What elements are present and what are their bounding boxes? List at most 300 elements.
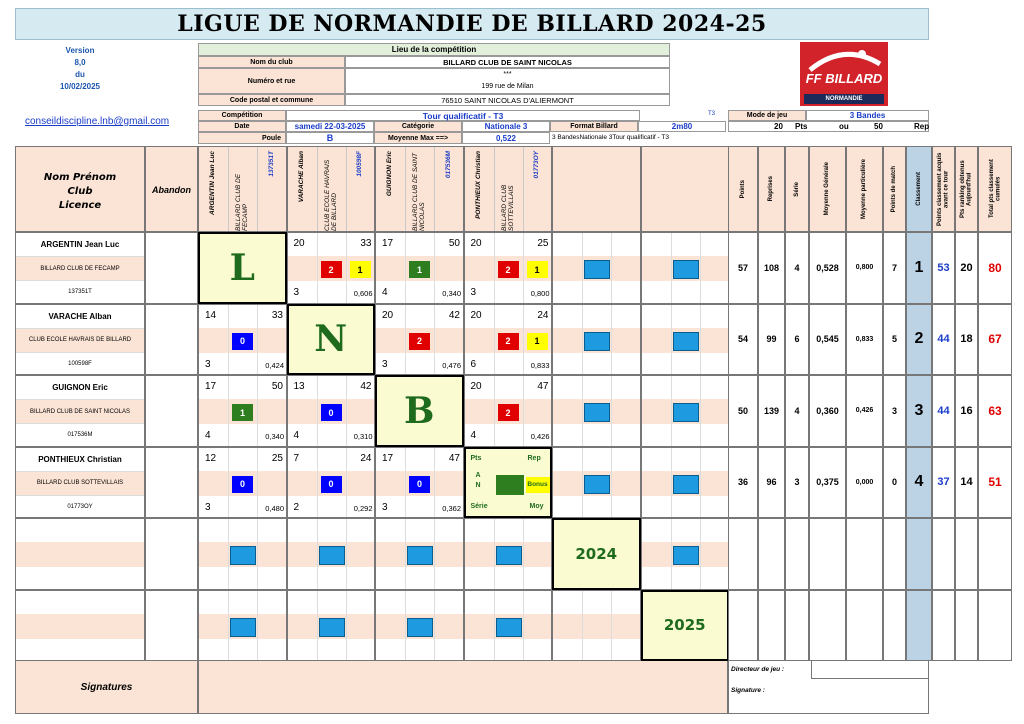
- stat-points: 57: [728, 232, 758, 304]
- competition-value: Tour qualificatif - T3: [286, 110, 640, 121]
- format-label: Format Billard: [550, 121, 638, 132]
- match-cell-1-2: [287, 232, 376, 304]
- header-abandon: Abandon: [145, 146, 198, 232]
- stat-empty: [785, 518, 809, 590]
- stat-moy_part: 0,426: [846, 375, 883, 447]
- stat-header-5: [846, 146, 883, 232]
- stat-moy_part: 0,800: [846, 232, 883, 304]
- match-points-box: 2: [321, 261, 342, 278]
- match-points: 17: [382, 452, 394, 464]
- stat-header-10: [978, 146, 1012, 232]
- empty-match-box: [584, 260, 610, 279]
- match-points-box: 2: [409, 333, 430, 350]
- stat-serie: 3: [785, 447, 809, 519]
- legend-pts: Pts: [470, 454, 482, 462]
- match-reprises: 47: [448, 452, 460, 464]
- player-club: CLUB ECOLE HAVRAIS DE BILLARD: [16, 328, 144, 353]
- match-serie: 6: [470, 358, 477, 370]
- stat-classement: 1: [906, 232, 932, 304]
- col-header-2: [287, 146, 376, 232]
- match-serie: 3: [293, 287, 300, 298]
- stat-pts_match: 7: [883, 232, 906, 304]
- match-cell-1-3: [375, 232, 464, 304]
- match-reprises: 50: [271, 381, 283, 392]
- match-serie: 2: [293, 501, 300, 513]
- match-cell-6-5: [552, 590, 641, 662]
- pts-label: Pts: [795, 122, 808, 131]
- title-bar: [15, 8, 929, 40]
- match-bonus-box: 1: [527, 261, 548, 278]
- match-moyenne: 0,362: [442, 503, 461, 513]
- player-licence: 100598F: [68, 360, 92, 367]
- stat-empty: [883, 590, 906, 662]
- match-serie: 3: [382, 501, 388, 513]
- match-moyenne: 0,292: [353, 503, 373, 513]
- stat-reprises: 99: [758, 304, 785, 376]
- legend-bonus: Bonus: [526, 477, 550, 493]
- stat-points: 54: [728, 304, 758, 376]
- match-cell-4-2: [287, 447, 376, 519]
- match-points: 13: [293, 381, 305, 392]
- match-points-box: 1: [232, 404, 253, 421]
- player-licence: 01773OY: [67, 503, 93, 510]
- match-cell-1-5: [552, 232, 641, 304]
- stat-header-label: Points: [739, 179, 746, 199]
- format-value: 2m80: [638, 121, 726, 132]
- match-moyenne: 0,606: [353, 289, 373, 298]
- match-serie: 3: [382, 358, 388, 370]
- match-reprises: 24: [360, 452, 372, 464]
- ffb-logo: [800, 42, 888, 106]
- stat-header-3: [785, 146, 809, 232]
- empty-match-box: [673, 475, 699, 494]
- col-header-lic: 017536M: [444, 151, 452, 179]
- stat-header-label: Total pts classement cumulés: [988, 159, 1001, 219]
- stat-reprises: 139: [758, 375, 785, 447]
- stat-points: 50: [728, 375, 758, 447]
- legend-serie: Série: [470, 502, 488, 510]
- legend-an: A N: [475, 471, 481, 489]
- cp-label: Code postal et commune: [198, 94, 345, 106]
- stat-empty: [785, 590, 809, 662]
- match-points-box: 1: [409, 261, 430, 278]
- header-nom: Nom Prénom: [43, 172, 117, 183]
- match-cell-5-4: [464, 518, 553, 590]
- match-reprises: 33: [360, 238, 372, 249]
- abandon-checkbox[interactable]: [145, 375, 198, 447]
- player-club: BILLARD CLUB DE SAINT NICOLAS: [16, 399, 144, 424]
- match-bonus-box: 1: [527, 333, 548, 350]
- match-moyenne: 0,424: [265, 360, 284, 370]
- version-number: 8,0: [74, 58, 86, 67]
- match-points-box: 0: [321, 404, 342, 421]
- director-area: [728, 660, 929, 714]
- match-points: 12: [205, 452, 217, 464]
- stat-empty: [906, 590, 932, 662]
- player-row-2: [15, 304, 145, 376]
- col-header-club-cell: [406, 147, 435, 231]
- col-header-name: GUIGNON Eric: [386, 151, 394, 197]
- version-date: 10/02/2025: [59, 82, 101, 91]
- stat-header-label: Reprises: [768, 176, 775, 202]
- match-serie: 3: [205, 501, 211, 513]
- match-reprises: 24: [537, 309, 549, 321]
- stat-total: 51: [978, 447, 1012, 519]
- col-header-lic-cell: [524, 147, 554, 231]
- player-name: GUIGNON Eric: [52, 383, 108, 392]
- match-cell-5-1: [198, 518, 287, 590]
- col-header-name-cell: [288, 147, 318, 231]
- nom-club-label: Nom du club: [198, 56, 345, 68]
- stat-empty: [932, 518, 955, 590]
- match-cell-5-2: [287, 518, 376, 590]
- abandon-checkbox[interactable]: [145, 232, 198, 304]
- logo-letter: L: [229, 246, 255, 289]
- stat-empty: [846, 518, 883, 590]
- match-cell-5-6: [641, 518, 730, 590]
- empty-match-box: [673, 332, 699, 351]
- empty-match-box: [496, 546, 522, 565]
- match-reprises: 47: [537, 381, 549, 392]
- player-row-1: [15, 232, 145, 304]
- match-cell-1-6: [641, 232, 730, 304]
- match-cell-6-2: [287, 590, 376, 662]
- col-header-4: [464, 146, 553, 232]
- match-cell-5-5: [552, 518, 641, 590]
- stat-pts_auj: 14: [955, 447, 978, 519]
- lieu-header: Lieu de la compétition: [198, 43, 670, 56]
- col-header-name-cell: [376, 147, 406, 231]
- empty-match-box: [407, 618, 433, 637]
- logo-text: FF BILLARD: [805, 70, 883, 86]
- col-header-lic-cell: [258, 147, 288, 231]
- stat-pts_avant: 53: [932, 232, 955, 304]
- stat-pts_avant: 44: [932, 304, 955, 376]
- match-moyenne: 0,476: [442, 360, 461, 370]
- abandon-checkbox[interactable]: [145, 304, 198, 376]
- match-cell-2-1: [198, 304, 287, 376]
- stat-moy_part: 0,833: [846, 304, 883, 376]
- player-name: PONTHIEUX Christian: [38, 454, 122, 464]
- abandon-checkbox[interactable]: [145, 590, 198, 662]
- match-cell-2-4: [464, 304, 553, 376]
- match-cell-4-6: [641, 447, 730, 519]
- stat-moy_gen: 0,545: [809, 304, 846, 376]
- header-club: Club: [67, 186, 93, 197]
- match-moyenne: 0,340: [265, 432, 284, 441]
- match-serie: 4: [293, 430, 300, 441]
- stat-header-label: Points de match: [891, 165, 898, 213]
- stat-moy_gen: 0,375: [809, 447, 846, 519]
- categorie-value: Nationale 3: [462, 121, 550, 132]
- match-cell-4-1: [198, 447, 287, 519]
- match-moyenne: 0,833: [530, 360, 550, 370]
- stat-header-6: [883, 146, 906, 232]
- stat-empty: [978, 518, 1012, 590]
- player-club: BILLARD CLUB DE FECAMP: [16, 256, 144, 281]
- stat-empty: [758, 518, 785, 590]
- signature-label: Signature :: [731, 687, 765, 694]
- match-points: 17: [382, 238, 394, 249]
- col-header-1: [198, 146, 287, 232]
- match-points-box: 2: [498, 333, 519, 350]
- match-cell-3-2: [287, 375, 376, 447]
- player-licence: 137351T: [68, 289, 92, 295]
- date-value: samedi 22-03-2025: [286, 121, 374, 132]
- stat-header-1: [728, 146, 758, 232]
- stat-header-2: [758, 146, 785, 232]
- competition-code: T3: [708, 111, 716, 117]
- stat-header-7: [906, 146, 932, 232]
- stat-pts_match: 0: [883, 447, 906, 519]
- stat-total: 67: [978, 304, 1012, 376]
- stat-empty: [728, 590, 758, 662]
- stat-empty: [978, 590, 1012, 662]
- player-row-4: [15, 447, 145, 519]
- email-link[interactable]: conseildiscipline.lnb@gmail.com: [25, 116, 170, 127]
- match-cell-2-3: [375, 304, 464, 376]
- pts-value: 20: [774, 122, 783, 131]
- match-bonus-box: 1: [350, 261, 371, 278]
- empty-match-box: [584, 475, 610, 494]
- match-serie: 3: [205, 358, 211, 370]
- match-points: 20: [293, 238, 305, 249]
- stat-header-label: Série: [793, 181, 800, 197]
- match-serie: 4: [205, 430, 211, 441]
- empty-match-box: [319, 618, 345, 637]
- empty-match-box: [673, 546, 699, 565]
- match-moyenne: 0,340: [442, 289, 461, 298]
- header-name-cell: [15, 146, 145, 232]
- stat-header-label: Classement: [915, 172, 922, 206]
- match-reprises: 42: [360, 381, 372, 392]
- player-name: VARACHE Alban: [48, 311, 112, 321]
- stat-header-9: [955, 146, 978, 232]
- stat-empty: [932, 590, 955, 662]
- stat-total: 63: [978, 375, 1012, 447]
- stat-serie: 4: [785, 375, 809, 447]
- stat-header-label: Moyenne particulière: [861, 158, 868, 220]
- rep-label: Rep: [914, 122, 930, 131]
- logo-sub: NORMANDIE: [804, 94, 884, 104]
- player-row-3: [15, 375, 145, 447]
- match-serie: 3: [470, 287, 477, 298]
- stat-classement: 4: [906, 447, 932, 519]
- col-header-club: BILLARD CLUB SOTTEVILLAIS: [500, 184, 515, 231]
- match-reprises: 42: [448, 309, 460, 321]
- directeur-label: Directeur de jeu :: [731, 666, 785, 673]
- col-header-empty: [641, 146, 730, 232]
- stat-moy_part: 0,000: [846, 447, 883, 519]
- stat-moy_gen: 0,528: [809, 232, 846, 304]
- col-header-club-cell: [495, 147, 524, 231]
- col-header-lic: 100598F: [356, 151, 364, 177]
- stat-pts_auj: 20: [955, 232, 978, 304]
- stat-header-label: Moyenne Générale: [824, 162, 831, 216]
- empty-match-box: [496, 618, 522, 637]
- stat-moy_gen: 0,360: [809, 375, 846, 447]
- pts-row: [728, 121, 929, 132]
- stat-header-4: [809, 146, 846, 232]
- concat-text: 3 BandesNationale 3Tour qualificatif - T3: [552, 134, 669, 141]
- match-moyenne: 0,480: [265, 503, 284, 513]
- stat-classement: 2: [906, 304, 932, 376]
- match-cell-2-2: [287, 304, 376, 376]
- rue-value-line1: ***: [503, 71, 512, 78]
- stat-reprises: 108: [758, 232, 785, 304]
- competition-label: Compétition: [198, 110, 286, 121]
- lieu-block: [198, 43, 670, 107]
- col-header-name-cell: [199, 147, 229, 231]
- match-cell-4-3: [375, 447, 464, 519]
- match-cell-6-4: [464, 590, 553, 662]
- match-cell-4-4: [464, 447, 553, 519]
- poule-value: B: [286, 132, 374, 144]
- match-serie: 4: [382, 287, 388, 298]
- match-points-box: 2: [498, 261, 519, 278]
- col-header-lic-cell: [347, 147, 377, 231]
- year-label: 2024: [575, 544, 618, 563]
- player-name: ARGENTIN Jean Luc: [40, 240, 120, 249]
- match-points: 20: [470, 309, 482, 321]
- col-header-empty: [552, 146, 641, 232]
- year-label: 2025: [663, 616, 706, 635]
- match-cell-1-1: [198, 232, 287, 304]
- match-points-box: 2: [498, 404, 519, 421]
- match-cell-1-4: [464, 232, 553, 304]
- stat-empty: [846, 590, 883, 662]
- stat-pts_avant: 44: [932, 375, 955, 447]
- match-reprises: 50: [448, 238, 460, 249]
- col-header-name-cell: [465, 147, 495, 231]
- stat-header-label: Points classement acquis avant ce tour: [937, 152, 950, 226]
- col-header-lic-cell: [435, 147, 465, 231]
- col-header-club-cell: [229, 147, 258, 231]
- empty-match-box: [584, 403, 610, 422]
- header-licence: Licence: [58, 200, 102, 211]
- stat-empty: [906, 518, 932, 590]
- stat-empty: [883, 518, 906, 590]
- empty-match-box: [584, 332, 610, 351]
- logo-letter: N: [314, 318, 348, 361]
- match-points: 20: [470, 238, 482, 249]
- empty-match-box: [673, 260, 699, 279]
- match-points: 7: [293, 452, 300, 464]
- empty-match-box: [230, 546, 256, 565]
- stat-classement: 3: [906, 375, 932, 447]
- match-cell-6-6: [641, 590, 730, 662]
- match-cell-2-5: [552, 304, 641, 376]
- match-cell-3-4: [464, 375, 553, 447]
- legend-rep: Rep: [527, 454, 541, 462]
- match-moyenne: 0,426: [530, 432, 550, 441]
- col-header-name: VARACHE Alban: [297, 151, 305, 203]
- match-cell-2-6: [641, 304, 730, 376]
- nom-club-value: BILLARD CLUB DE SAINT NICOLAS: [345, 56, 670, 68]
- stat-pts_auj: 16: [955, 375, 978, 447]
- match-points-box: 0: [232, 476, 253, 493]
- match-moyenne: 0,800: [530, 289, 550, 298]
- empty-player-row: [15, 518, 145, 590]
- match-points-box: 0: [409, 476, 430, 493]
- match-cell-6-1: [198, 590, 287, 662]
- col-header-name: ARGENTIN Jean Luc: [209, 151, 217, 215]
- version-label: Version: [65, 46, 95, 55]
- signatures-cell: Signatures: [15, 660, 198, 714]
- match-cell-5-3: [375, 518, 464, 590]
- stat-header-8: [932, 146, 955, 232]
- match-cell-4-5: [552, 447, 641, 519]
- stat-serie: 6: [785, 304, 809, 376]
- version-du: du: [75, 70, 85, 79]
- player-licence: 017536M: [67, 432, 93, 438]
- moyenne-value: 0,522: [462, 132, 550, 144]
- match-cell-3-1: [198, 375, 287, 447]
- stat-empty: [955, 518, 978, 590]
- stat-empty: [809, 518, 846, 590]
- signature-area: [198, 660, 728, 714]
- mode-value: 3 Bandes: [806, 110, 929, 121]
- col-header-club: BILLARD CLUB DE FECAMP: [235, 173, 249, 231]
- stat-empty: [758, 590, 785, 662]
- match-cell-3-5: [552, 375, 641, 447]
- col-header-3: [375, 146, 464, 232]
- col-header-name: PONTHIEUX Christian: [474, 151, 482, 219]
- legend-green-box: [496, 475, 524, 495]
- abandon-checkbox[interactable]: [145, 518, 198, 590]
- mode-label: Mode de jeu: [728, 110, 806, 121]
- stat-empty: [809, 590, 846, 662]
- stat-points: 36: [728, 447, 758, 519]
- director-input[interactable]: [811, 661, 929, 679]
- stat-reprises: 96: [758, 447, 785, 519]
- match-reprises: 25: [271, 452, 283, 464]
- col-header-club-cell: [318, 147, 347, 231]
- abandon-checkbox[interactable]: [145, 447, 198, 519]
- match-points: 20: [470, 381, 482, 392]
- empty-match-box: [407, 546, 433, 565]
- stat-empty: [728, 518, 758, 590]
- empty-match-box: [673, 403, 699, 422]
- version-block: [40, 45, 120, 95]
- match-cell-6-3: [375, 590, 464, 662]
- empty-match-box: [319, 546, 345, 565]
- stat-pts_match: 5: [883, 304, 906, 376]
- match-points: 20: [382, 309, 394, 321]
- logo-letter: B: [404, 389, 435, 432]
- match-cell-3-3: [375, 375, 464, 447]
- legend-moy: Moy: [529, 502, 544, 510]
- stat-header-label: Pts ranking obtenus Aujourd'hui: [960, 160, 973, 218]
- empty-match-box: [230, 618, 256, 637]
- stat-empty: [955, 590, 978, 662]
- col-header-lic: 01773OY: [533, 151, 541, 179]
- match-points-box: 0: [232, 333, 253, 350]
- stat-pts_avant: 37: [932, 447, 955, 519]
- stat-pts_match: 3: [883, 375, 906, 447]
- rue-value: [345, 68, 670, 94]
- date-label: Date: [198, 121, 286, 132]
- match-reprises: 33: [271, 309, 283, 321]
- categorie-label: Catégorie: [374, 121, 462, 132]
- match-points: 14: [205, 309, 217, 321]
- match-cell-3-6: [641, 375, 730, 447]
- stat-serie: 4: [785, 232, 809, 304]
- ou-label: ou: [839, 122, 849, 131]
- col-header-club: BILLARD CLUB DE SAINT NICOLAS: [412, 152, 426, 231]
- stat-total: 80: [978, 232, 1012, 304]
- rep-value: 50: [874, 122, 883, 131]
